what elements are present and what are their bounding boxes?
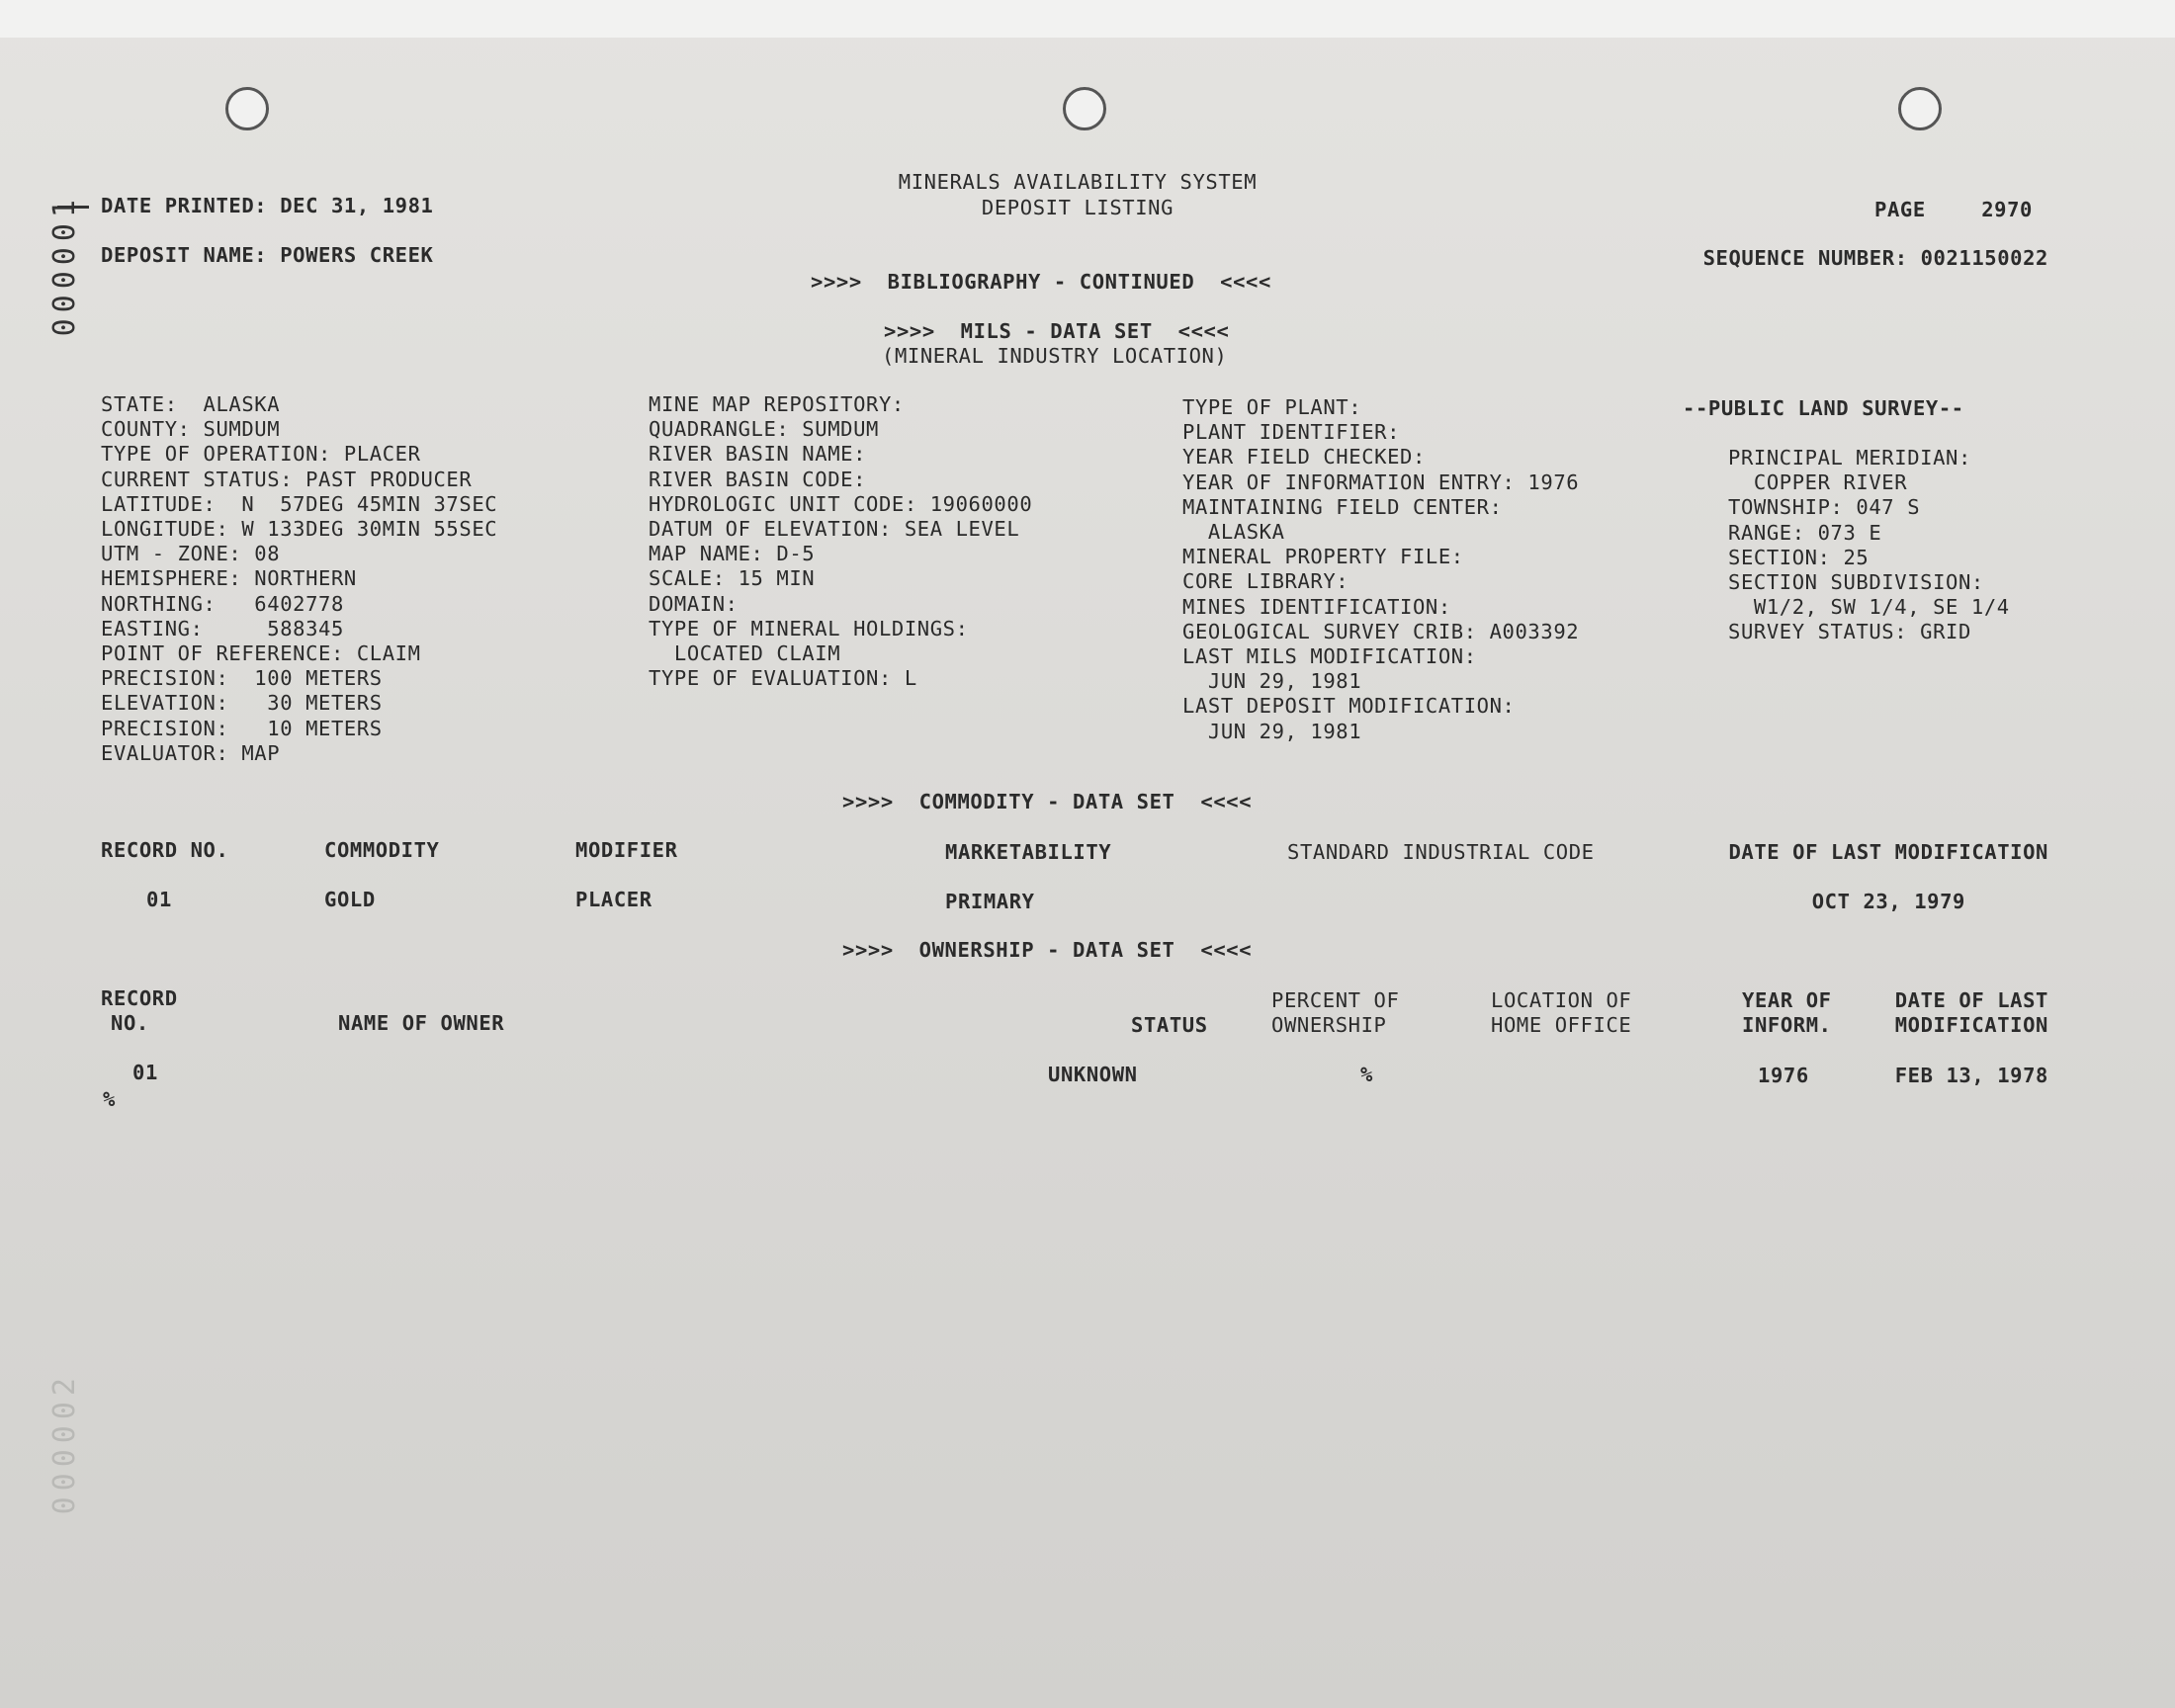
field-mines-identification: MINES IDENTIFICATION: (1182, 594, 1451, 619)
field-last-mils-modification: LAST MILS MODIFICATION: (1182, 644, 1477, 669)
ownership-date: FEB 13, 1978 (1894, 1064, 2048, 1087)
field-precision: PRECISION: 100 METERS (101, 666, 383, 691)
page-number: 2970 (1981, 198, 2033, 221)
field-last-deposit-modification: LAST DEPOSIT MODIFICATION: (1182, 694, 1516, 719)
field-range: RANGE: 073 E (1728, 520, 1882, 545)
location-column-2 (649, 392, 1032, 691)
field-river-basin-code: RIVER BASIN CODE: (649, 467, 867, 491)
ownership-header-year: YEAR OF (1742, 988, 1832, 1012)
ownership-header-record-no: NO. (111, 1011, 149, 1035)
ownership-percent: % (1360, 1063, 1373, 1086)
field-easting: EASTING: 588345 (101, 616, 344, 640)
ownership-header-ownership: OWNERSHIP (1271, 1013, 1387, 1037)
commodity-name: GOLD (324, 888, 376, 911)
ownership-header-percent: PERCENT OF (1271, 988, 1400, 1012)
ownership-heading: >>>> OWNERSHIP - DATA SET <<<< (842, 938, 1253, 962)
field-mine-map-repository: MINE MAP REPOSITORY: (649, 392, 905, 416)
punch-hole (1898, 87, 1942, 130)
field-evaluator: EVALUATOR: MAP (101, 740, 281, 765)
ownership-header-status: STATUS (1131, 1013, 1208, 1037)
field-year-field-checked: YEAR FIELD CHECKED: (1182, 445, 1426, 470)
ownership-status: UNKNOWN (1048, 1063, 1138, 1086)
commodity-header-marketability: MARKETABILITY (945, 840, 1112, 864)
field-state: STATE: ALASKA (101, 392, 281, 416)
field-section-subdivision-value: W1/2, SW 1/4, SE 1/4 (1728, 595, 2010, 620)
page-label: PAGE (1874, 198, 1926, 221)
field-hydrologic-unit-code: HYDROLOGIC UNIT CODE: 19060000 (649, 491, 1033, 516)
field-type-of-evaluation: TYPE OF EVALUATION: L (649, 666, 917, 691)
commodity-header-modifier: MODIFIER (575, 838, 678, 862)
commodity-header-sic: STANDARD INDUSTRIAL CODE (1287, 840, 1595, 864)
punch-hole (225, 87, 269, 130)
field-plant-identifier: PLANT IDENTIFIER: (1182, 420, 1401, 445)
ownership-header-modification: MODIFICATION (1894, 1013, 2048, 1037)
field-geological-survey-crib: GEOLOGICAL SURVEY CRIB: A003392 (1182, 619, 1580, 643)
field-scale: SCALE: 15 MIN (649, 566, 816, 591)
commodity-modifier: PLACER (575, 888, 652, 911)
ownership-header-name: NAME OF OWNER (338, 1011, 505, 1035)
field-field-center-value: ALASKA (1182, 520, 1285, 545)
field-elevation-precision: PRECISION: 10 METERS (101, 716, 383, 740)
field-datum-of-elevation: DATUM OF ELEVATION: SEA LEVEL (649, 517, 1020, 542)
listing-title: DEPOSIT LISTING (981, 196, 1174, 219)
field-map-name: MAP NAME: D-5 (649, 542, 816, 566)
field-section-subdivision: SECTION SUBDIVISION: (1728, 570, 1984, 595)
field-last-deposit-modification-date: JUN 29, 1981 (1182, 719, 1362, 743)
field-maintaining-field-center: MAINTAINING FIELD CENTER: (1182, 494, 1503, 519)
bibliography-heading: >>>> BIBLIOGRAPHY - CONTINUED <<<< (811, 270, 1271, 294)
field-principal-meridian-value: COPPER RIVER (1728, 470, 1908, 495)
field-survey-status: SURVEY STATUS: GRID (1728, 620, 1971, 644)
field-river-basin-name: RIVER BASIN NAME: (649, 442, 867, 467)
ownership-year: 1976 (1758, 1064, 1809, 1087)
ownership-header-date: DATE OF LAST (1894, 988, 2048, 1012)
field-principal-meridian: PRINCIPAL MERIDIAN: (1728, 446, 1971, 470)
ownership-header-record: RECORD (101, 986, 178, 1010)
field-township: TOWNSHIP: 047 S (1728, 495, 1921, 520)
field-point-of-reference: POINT OF REFERENCE: CLAIM (101, 641, 421, 666)
ownership-header-home-office: HOME OFFICE (1491, 1013, 1632, 1037)
sequence-number: SEQUENCE NUMBER: 0021150022 (1702, 246, 2048, 270)
field-current-status: CURRENT STATUS: PAST PRODUCER (101, 467, 473, 491)
deposit-name: DEPOSIT NAME: POWERS CREEK (101, 243, 434, 267)
punch-hole (1063, 87, 1106, 130)
field-northing: NORTHING: 6402778 (101, 591, 344, 616)
field-mineral-property-file: MINERAL PROPERTY FILE: (1182, 545, 1464, 569)
commodity-heading: >>>> COMMODITY - DATA SET <<<< (842, 790, 1253, 813)
ownership-header-location: LOCATION OF (1491, 988, 1632, 1012)
location-column-4 (1728, 446, 2010, 645)
system-title: MINERALS AVAILABILITY SYSTEM (898, 170, 1258, 194)
commodity-record-no: 01 (146, 888, 172, 911)
field-domain: DOMAIN: (649, 591, 739, 616)
date-printed: DATE PRINTED: DEC 31, 1981 (101, 194, 434, 217)
ownership-header-inform: INFORM. (1742, 1013, 1832, 1037)
mils-subheading: (MINERAL INDUSTRY LOCATION) (882, 344, 1228, 368)
location-column-1 (101, 392, 497, 766)
commodity-header-date: DATE OF LAST MODIFICATION (1728, 840, 2048, 864)
field-section: SECTION: 25 (1728, 545, 1870, 569)
margin-number-bottom: 000002 (47, 1372, 82, 1515)
end-marker: % (103, 1087, 116, 1111)
public-land-survey-heading: --PUBLIC LAND SURVEY-- (1683, 396, 1964, 420)
commodity-header-record: RECORD NO. (101, 838, 229, 862)
field-latitude: LATITUDE: N 57DEG 45MIN 37SEC (101, 491, 498, 516)
scan-top-margin (0, 0, 2175, 38)
commodity-marketability: PRIMARY (945, 890, 1035, 913)
margin-number-top: 000001 (47, 194, 82, 337)
field-hemisphere: HEMISPHERE: NORTHERN (101, 566, 357, 591)
commodity-date: OCT 23, 1979 (1811, 890, 1965, 913)
field-core-library: CORE LIBRARY: (1182, 569, 1349, 594)
field-elevation: ELEVATION: 30 METERS (101, 691, 383, 716)
field-type-of-plant: TYPE OF PLANT: (1182, 395, 1362, 419)
field-quadrangle: QUADRANGLE: SUMDUM (649, 417, 879, 442)
field-longitude: LONGITUDE: W 133DEG 30MIN 55SEC (101, 517, 498, 542)
field-county: COUNTY: SUMDUM (101, 417, 281, 442)
field-utm-zone: UTM - ZONE: 08 (101, 542, 281, 566)
location-column-3 (1182, 395, 1579, 744)
field-type-of-operation: TYPE OF OPERATION: PLACER (101, 442, 421, 467)
field-mineral-holdings-value: LOCATED CLAIM (649, 641, 841, 666)
commodity-header-commodity: COMMODITY (324, 838, 440, 862)
field-year-of-information-entry: YEAR OF INFORMATION ENTRY: 1976 (1182, 470, 1580, 494)
field-type-of-mineral-holdings: TYPE OF MINERAL HOLDINGS: (649, 616, 969, 640)
ownership-record-no: 01 (132, 1061, 158, 1084)
mils-heading: >>>> MILS - DATA SET <<<< (884, 319, 1230, 343)
field-last-mils-modification-date: JUN 29, 1981 (1182, 669, 1362, 694)
